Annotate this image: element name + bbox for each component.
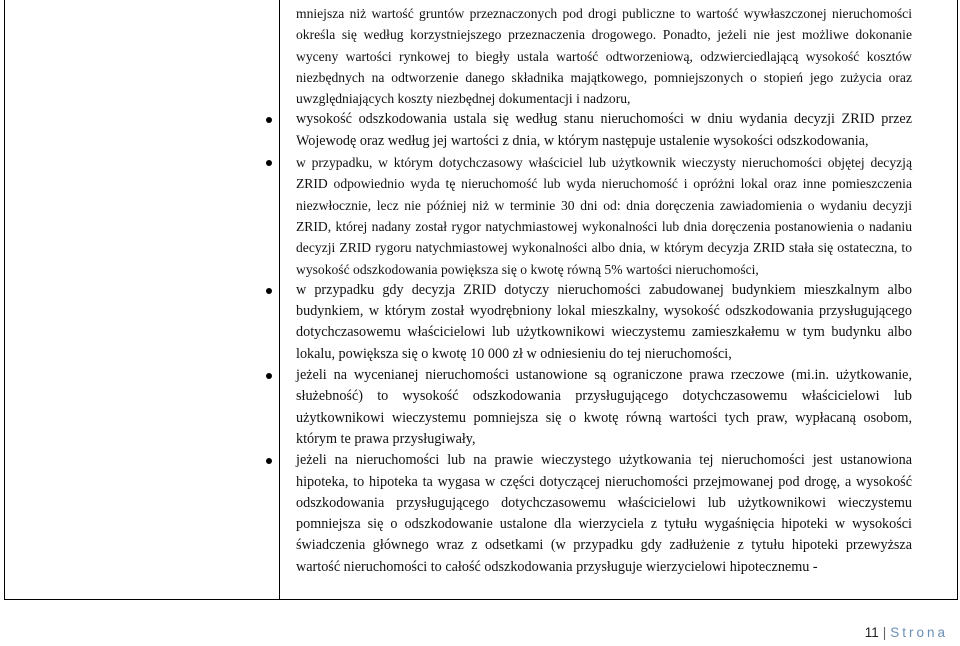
list-item-text: w przypadku, w którym dotychczasowy właściciel lub użytkownik wieczysty nieruchomości objętej decyzją ZRID odpowiednio wyda tę nieruchomość lub wyda nieruchomość i opróżni lokal oraz inne pomieszczenia niezwłocznie, lecz nie później niż w terminie 30 dni od: dnia doręczenia zawiadomienia o wydaniu decyzji ZRID, której nadany został rygor natychmiastowej wykonalności lub dnia doręczenia postanowienia o nadaniu decyzji ZRID rygoru natychmiastowej wykonalności albo dnia, w którym decyzja ZRID stała się ostateczna, to wysokość odszkodowania powiększa się o kwotę równą 5% wartości nieruchomości, <box>296 155 912 277</box>
column-divider <box>279 0 280 600</box>
list-item-text: wysokość odszkodowania ustala się według stanu nieruchomości w dniu wydania decyzji ZRID przez Wojewodę oraz według jej wartości z dnia, w którym następuje ustalenie wysokości odszkodowania, <box>296 111 912 149</box>
page-number: 11 <box>864 625 879 640</box>
list-item-text: jeżeli na nieruchomości lub na prawie wieczystego użytkowania tej nieruchomości jest ustanowiona hipoteka, to hipoteka ta wygasa w części dotyczącej nieruchomości przejmowanej pod drogę, a wysokość odszkodowania przysługującego dotychczasowemu właścicielowi lub użytkownikowi wieczystemu pomniejsza się o odszkodowanie ustalone dla wierzyciela z tytułu wygaśnięcia hipoteki w wysokości świadczenia głównego wraz z odsetkami (w przypadku gdy zadłużenie z tytułu hipoteki przewyższa wartość nieruchomości to całość odszkodowania przysługuje wierzycielowi hipotecznemu - <box>296 452 912 575</box>
page-label: Strona <box>890 625 948 640</box>
list-item-text: jeżeli na wycenianej nieruchomości ustanowione są ograniczone prawa rzeczowe (mi.in. użytkowanie, służebność) to wysokość odszkodowania przysługującego dotychczasowemu właścicielowi lub użytkownikowi wieczystemu pomniejsza się o kwotę równą wartości tych praw, wypłacaną osobom, którym te prawa przysługiwały, <box>296 367 912 447</box>
list-item <box>296 109 912 152</box>
page-footer <box>865 625 948 640</box>
bullet-icon <box>266 288 272 294</box>
list-item <box>296 152 912 280</box>
footer-separator: | <box>882 625 887 640</box>
bullet-icon <box>266 373 272 379</box>
intro-paragraph: mniejsza niż wartość gruntów przeznaczonych pod drogi publiczne to wartość wywłaszczonej nieruchomości określa się według korzystniejszego przeznaczenia drogowego. Ponadto, jeżeli nie jest możliwe dokonanie wyceny wartości rynkowej to biegły ustala wartość odtworzeniową, odzwierciedlającą wysokość kosztów niezbędnych na odtworzenie danego składnika majątkowego, pomniejszonych o stopień jego zużycia oraz uwzględniających koszty niezbędnej dokumentacji i nadzoru, <box>296 6 912 107</box>
list-item <box>296 280 912 365</box>
list-item <box>296 450 912 578</box>
document-body <box>296 3 912 578</box>
list-item-text: w przypadku gdy decyzja ZRID dotyczy nieruchomości zabudowanej budynkiem mieszkalnym albo budynkiem, w którym został wyodrębniony lokal mieszkalny, wysokość odszkodowania przysługującego dotychczasowemu właścicielowi lub użytkownikowi wieczystemu zamieszkałemu w tym budynku albo lokalu, powiększa się o kwotę 10 000 zł w odniesieniu do tej nieruchomości, <box>296 281 912 362</box>
list-item <box>296 365 912 450</box>
